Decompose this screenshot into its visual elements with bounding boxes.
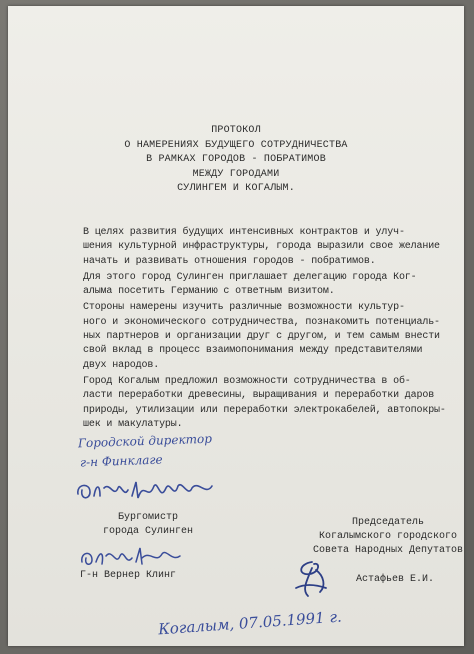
handwritten-note-line2: г-н Финклаге bbox=[79, 452, 163, 470]
text-line: Для этого город Сулинген приглашает делегацию города Ког- bbox=[83, 271, 417, 283]
text-line: шек и макулатуры. bbox=[83, 418, 183, 430]
paragraph bbox=[83, 301, 443, 372]
title-line: СУЛИНГЕМ И КОГАЛЫМ. bbox=[177, 183, 295, 194]
signature-astafiev bbox=[290, 558, 334, 600]
text-line: алыма посетить Германию с ответным визитом. bbox=[83, 286, 335, 298]
title-line: В РАМКАХ ГОРОДОВ - ПОБРАТИМОВ bbox=[146, 154, 326, 165]
title-line: О НАМЕРЕНИЯХ БУДУЩЕГО СОТРУДНИЧЕСТВА bbox=[124, 139, 348, 151]
signature-finklage bbox=[74, 476, 224, 506]
right-signatory-title: Совета Народных Депутатов bbox=[312, 545, 464, 556]
text-line: двух народов. bbox=[83, 359, 160, 371]
document-title bbox=[8, 124, 464, 197]
right-signatory-block bbox=[304, 516, 472, 558]
right-signatory-name: Астафьев Е.И. bbox=[356, 574, 435, 585]
text-line: ного и экономического сотрудничества, познакомить потенциаль- bbox=[83, 316, 440, 328]
left-signatory-name: Г-н Вернер Клинг bbox=[80, 570, 177, 581]
text-line: Стороны намерены изучить различные возможности культур- bbox=[83, 302, 405, 314]
signature-kling bbox=[78, 544, 188, 572]
text-line: В целях развития будущих интенсивных контрактов и улуч- bbox=[83, 227, 405, 238]
text-line: ласти переработки древесины, выращивания и переработки даров bbox=[83, 390, 435, 402]
left-signatory-city: города Сулинген bbox=[102, 526, 193, 537]
left-signatory-block bbox=[78, 511, 218, 539]
text-line: свой вклад в процесс взаимопонимания между представителями bbox=[83, 345, 423, 357]
left-signatory-title: Бургомистр bbox=[117, 512, 178, 523]
right-signatory-title: Председатель bbox=[351, 517, 424, 528]
title-line: МЕЖДУ ГОРОДАМИ bbox=[192, 168, 280, 180]
paragraph bbox=[83, 375, 446, 432]
text-line: ных партнеров и организации друг с другом, и тем самым внести bbox=[83, 331, 440, 343]
document-body bbox=[83, 226, 446, 434]
text-line: начать и развивать отношения городов - побратимов. bbox=[83, 255, 376, 267]
text-line: природы, утилизации или переработки электрокабелей, автопокры- bbox=[83, 404, 446, 416]
paragraph bbox=[83, 226, 443, 269]
title-line: ПРОТОКОЛ bbox=[211, 125, 261, 136]
handwritten-date: Когалым, 07.05.1991 г. bbox=[157, 607, 343, 639]
text-line: шения культурной инфраструктуры, города выразили свое желание bbox=[83, 241, 440, 253]
handwritten-note-line1: Городской директор bbox=[77, 431, 213, 451]
text-line: Город Когалым предложил возможности сотрудничества в об- bbox=[83, 375, 411, 387]
paragraph bbox=[83, 271, 443, 300]
right-signatory-title: Когалымского городского bbox=[318, 531, 458, 542]
document-page bbox=[8, 6, 464, 646]
